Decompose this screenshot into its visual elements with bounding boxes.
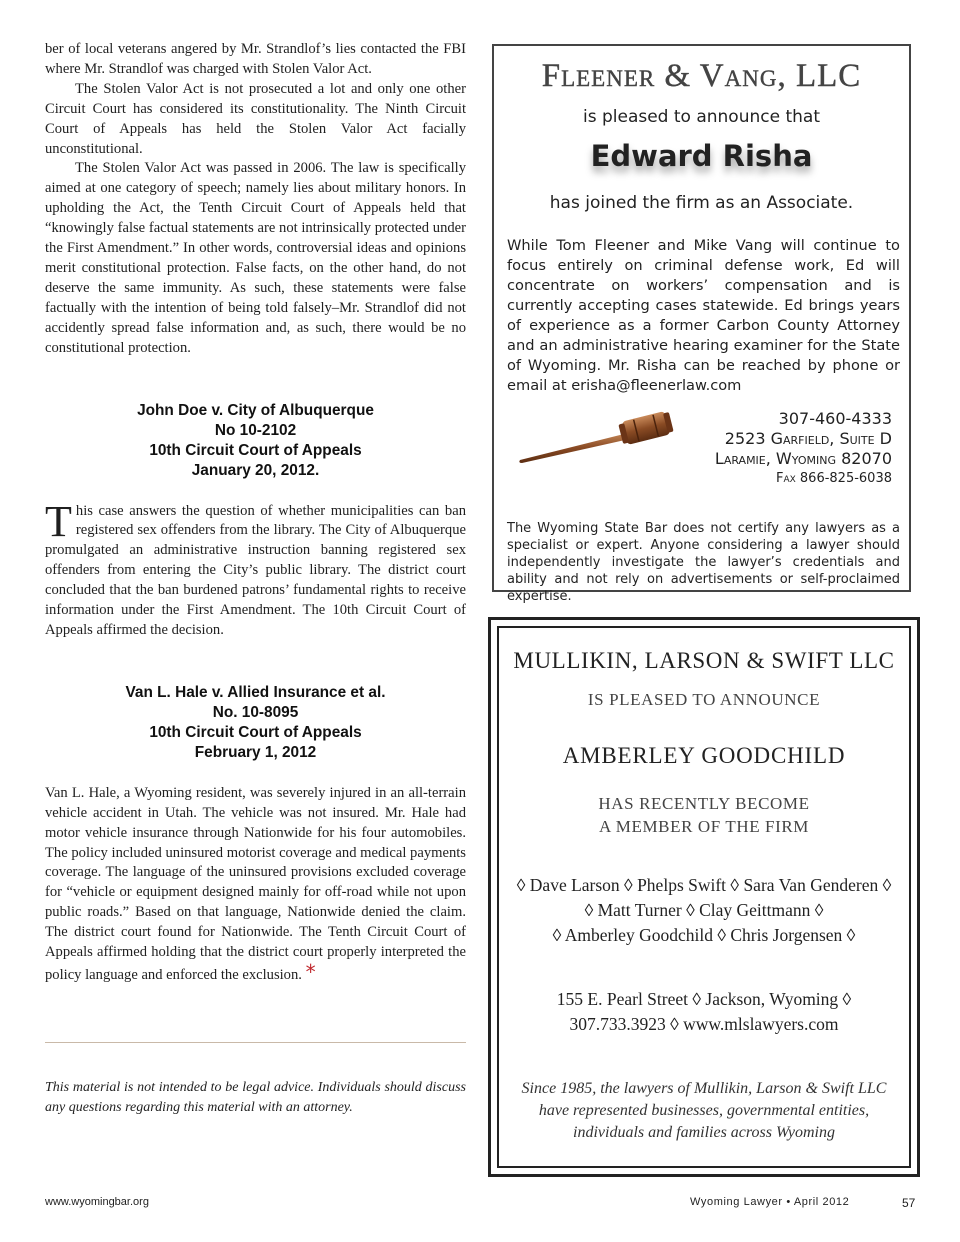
drop-cap: T xyxy=(45,496,72,546)
ad2-members-row: ◊ Dave Larson ◊ Phelps Swift ◊ Sara Van Genderen ◊ xyxy=(516,875,892,895)
footer-publication: Wyoming Lawyer • April 2012 xyxy=(690,1196,850,1208)
ad2-member-line1: HAS RECENTLY BECOME xyxy=(598,794,810,813)
ad1-address1: 2523 Garfield, Suite D xyxy=(724,429,892,448)
case2-body xyxy=(45,784,466,986)
case2-heading xyxy=(45,683,466,763)
end-mark-icon: * xyxy=(305,960,316,984)
ad2-firm-name: MULLIKIN, LARSON & SWIFT LLC xyxy=(513,648,895,673)
ad1-phone[interactable]: 307-460-4333 xyxy=(778,409,892,428)
ad2-announce-line: IS PLEASED TO ANNOUNCE xyxy=(587,690,821,709)
ad2-inner-frame xyxy=(497,626,911,1168)
ad1-body: While Tom Fleener and Mike Vang will continue to focus entirely on criminal defense work, Ed will concentrate on workers’ compensation and is currently accepting cases statewide. Ed brings years of experience as a former Carbon County Attorney and an administrative hearing examiner for the State of Wyoming. Mr. Risha can be reached by phone or email at erisha@fleenerlaw.com xyxy=(507,237,900,394)
ad1-fax: Fax 866-825-6038 xyxy=(775,471,892,486)
ad1-contact xyxy=(715,409,892,489)
case2-court: 10th Circuit Court of Appeals xyxy=(149,723,362,741)
ad2-members-row: ◊ Matt Turner ◊ Clay Geittmann ◊ xyxy=(584,900,824,920)
case2-date: February 1, 2012 xyxy=(194,743,317,761)
article-paragraph: The Stolen Valor Act is not prosecuted a lot and only one other Circuit Court has considered its constitutionality. The Ninth Circuit Court of Appeals has held the Stolen Valor Act facially unconstitutional. xyxy=(45,80,466,157)
ad1-bar-notice: The Wyoming State Bar does not certify any lawyers as a specialist or expert. Anyone considering a lawyer should independently investigate the lawyer’s credentials and ability and not rely on advertisements or self-proclaimed expertise. xyxy=(507,521,900,604)
case2-text: Van L. Hale, a Wyoming resident, was severely injured in an all-terrain vehicle accident in Utah. The vehicle was not insured. Mr. Hale had motor vehicle insurance through Nationwide for his four automobiles. The policy included uninsured motorist coverage and medical payments coverage. The language of the uninsured provisions excluded coverage for “vehicle or equipment designed mainly for off-road while not upon public roads.” Based on that language, Nationwide denied the claim. The district court found for Nationwide. The Tenth Circuit Court of Appeals affirmed holding that the district court properly interpreted the policy language and enforced the exclusion. xyxy=(45,784,466,983)
case1-heading xyxy=(45,401,466,481)
page-number: 57 xyxy=(902,1196,916,1210)
case1-text: his case answers the question of whether municipalities can ban registered sex offenders from the library. The City of Albuquerque promulgated an administrative instruction banning registered sex offenders from entering the City’s public library. The district court concluded that the ban burdened patrons’ fundamental rights to receive information under the First Amendment. The 10th Circuit Court of Appeals affirmed the decision. xyxy=(45,502,466,638)
ad2-person-name: AMBERLEY GOODCHILD xyxy=(562,743,846,768)
ad2-tagline: Since 1985, the lawyers of Mullikin, Larson & Swift LLC xyxy=(521,1080,887,1097)
ad2-member-line2: A MEMBER OF THE FIRM xyxy=(598,817,810,836)
case1-title: John Doe v. City of Albuquerque xyxy=(137,401,374,419)
case2-title: Van L. Hale v. Allied Insurance et al. xyxy=(125,683,386,701)
case1-body xyxy=(45,496,466,641)
gavel-icon xyxy=(516,408,676,468)
fleener-vang-ad xyxy=(492,44,911,604)
case1-number: No 10-2102 xyxy=(214,421,297,439)
ad2-members-row: ◊ Amberley Goodchild ◊ Chris Jorgensen ◊ xyxy=(552,925,856,945)
divider xyxy=(45,1042,466,1043)
ad1-announce-line: is pleased to announce that xyxy=(582,107,820,127)
case1-date: January 20, 2012. xyxy=(191,461,320,479)
footer-website[interactable]: www.wyomingbar.org xyxy=(45,1196,149,1208)
ad1-joined-line: has joined the firm as an Associate. xyxy=(549,193,854,213)
case2-number: No. 10-8095 xyxy=(212,703,299,721)
ad1-person-name: Edward Risha xyxy=(590,139,813,173)
disclaimer: This material is not intended to be legal advice. Individuals should discuss any questions regarding this material with an attorney. xyxy=(45,1080,466,1115)
ad2-address: 155 E. Pearl Street ◊ Jackson, Wyoming ◊ xyxy=(556,989,852,1009)
mullikin-larson-swift-ad xyxy=(488,617,920,1177)
ad1-firm-name: Fleener & Vang, LLC xyxy=(541,58,862,94)
article-column xyxy=(45,40,466,986)
case1-court: 10th Circuit Court of Appeals xyxy=(149,441,362,459)
ad1-address2: Laramie, Wyoming 82070 xyxy=(714,449,892,468)
article-paragraph: The Stolen Valor Act was passed in 2006. The law is specifically aimed at one category of speech; namely lies about military honors. In upholding the Act, the Tenth Circuit Court of Appeals held that “knowingly false factual statements are not intrinsically protected under the First Amendment.” In other words, controversial ideas and opinions merit constitutional protection. False facts, on the other hand, do not deserve the same immunity. As such, these statements were false factually with the intention of being told falsely–Mr. Strandlof did not accidently spread false information and, as such, there would be no constitutional protection. xyxy=(45,160,466,356)
ad2-contact[interactable]: 307.733.3923 ◊ www.mlslawyers.com xyxy=(569,1014,839,1034)
ad2-tagline: individuals and families across Wyoming xyxy=(573,1124,835,1141)
ad2-tagline: have represented businesses, governmental entities, xyxy=(538,1102,870,1119)
article-paragraph: ber of local veterans angered by Mr. Strandlof’s lies contacted the FBI where Mr. Strandlof was charged with Stolen Valor Act. xyxy=(45,41,466,77)
